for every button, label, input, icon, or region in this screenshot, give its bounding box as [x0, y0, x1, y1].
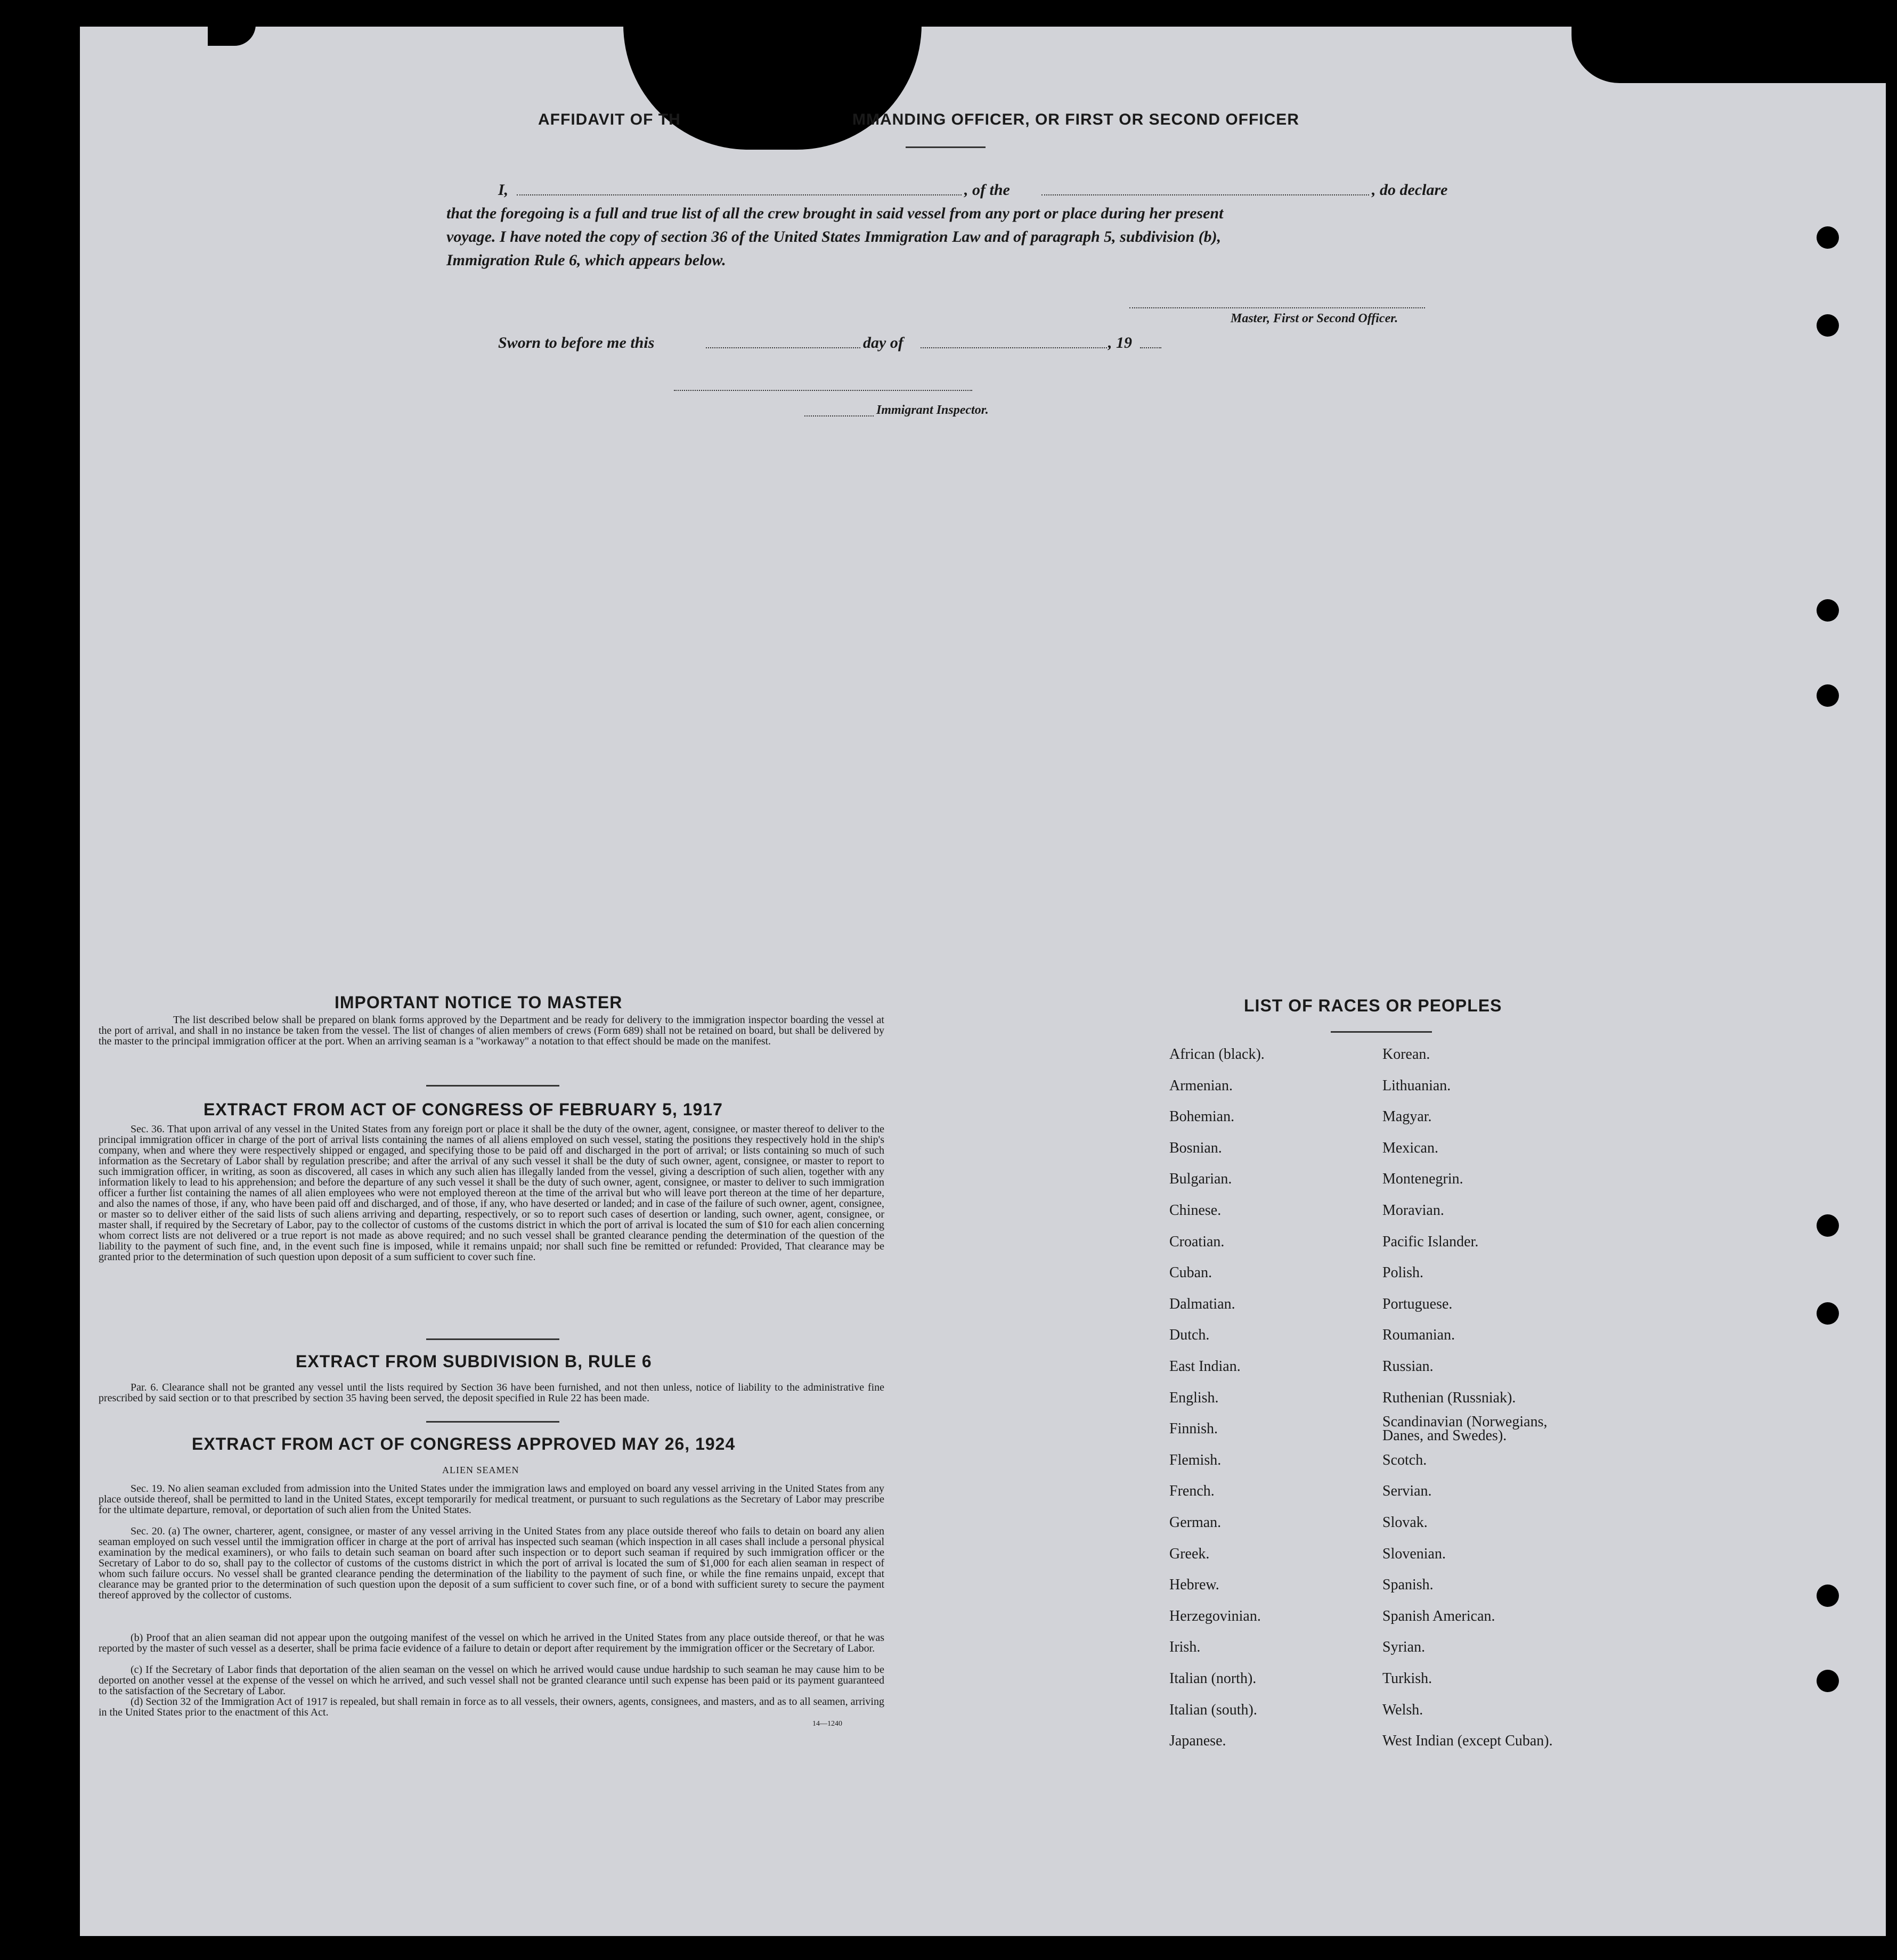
- of-the-label: , of the: [964, 181, 1010, 199]
- race-item: East Indian.: [1169, 1358, 1241, 1375]
- race-item: English.: [1169, 1389, 1219, 1406]
- race-item: Bulgarian.: [1169, 1171, 1232, 1188]
- inspector-lead-line: [804, 415, 874, 416]
- notice-text: The list described below shall be prepared on blank forms approved by the Department and be ready for delivery to the immigration inspector boarding the vessel at the port of arrival, and shall in no instance be taken from the vessel. The list of changes of alien members of crews (Form 689) shall not be retained on board, but shall be delivered by the master to the principal immigration officer at the port. When an arriving seaman is a "workaway" a notation to that effect should be made on the manifest.: [99, 1014, 884, 1047]
- punch-hole: [1817, 1585, 1839, 1607]
- race-item: Japanese.: [1169, 1733, 1226, 1750]
- race-item: Lithuanian.: [1382, 1077, 1451, 1094]
- affidavit-title-left: AFFIDAVIT OF TH: [538, 111, 681, 128]
- affidavit-line: voyage. I have noted the copy of section 36 of the United States Immigration Law and of paragraph 5, subdivision (b),: [446, 228, 1222, 246]
- declarant-label: I,: [498, 181, 509, 199]
- punch-hole: [1817, 684, 1839, 707]
- race-item: Welsh.: [1382, 1701, 1423, 1718]
- race-item: Slovenian.: [1382, 1545, 1446, 1562]
- punch-hole: [1817, 1670, 1839, 1692]
- race-item: French.: [1169, 1483, 1215, 1500]
- race-item: Armenian.: [1169, 1077, 1233, 1094]
- master-signature-field[interactable]: [1129, 307, 1425, 308]
- race-item: Turkish.: [1382, 1670, 1432, 1687]
- race-item: Ruthenian (Russniak).: [1382, 1389, 1516, 1406]
- race-item: Pacific Islander.: [1382, 1233, 1479, 1250]
- punch-hole: [1817, 599, 1839, 622]
- divider: [426, 1338, 559, 1340]
- form-number: 14—1240: [812, 1720, 842, 1728]
- race-item: Roumanian.: [1382, 1327, 1455, 1344]
- declare-label: , do declare: [1372, 181, 1448, 199]
- race-item: Finnish.: [1169, 1420, 1218, 1438]
- race-item: Bosnian.: [1169, 1139, 1222, 1156]
- race-item: West Indian (except Cuban).: [1382, 1733, 1553, 1750]
- extract-1924-title: EXTRACT FROM ACT OF CONGRESS APPROVED MAY 26, 1924: [192, 1434, 736, 1453]
- sec20a-text: Sec. 20. (a) The owner, charterer, agent, consignee, or master of any vessel arriving in the United States from any place outside thereof who fails to detain on board any alien seaman employed on such vessel until the immigration officer in charge at the port of arrival has inspected such seaman (which inspection in all cases shall include a personal physical examination by the medical examiners), or who fails to detain such seaman on board after such inspection or to deport such seaman if required by such immigration officer or the Secretary of Labor to do so, shall pay to the collector of customs of the customs district in which the port of arrival is located the sum of $1,000 for each alien seaman in respect of whom such failure occurs. No vessel shall be granted clearance pending the determination of the liability to the payment of such fine, or while the fine remains unpaid, except that clearance may be granted prior to the determination of such question upon the deposit of a sum sufficient to cover such fine, or of a bond with sufficient surety to secure the payment thereof approved by the collector of customs.: [99, 1525, 884, 1601]
- punch-hole: [1817, 226, 1839, 249]
- affidavit-title-right: MMANDING OFFICER, OR FIRST OR SECOND OFFICER: [852, 111, 1299, 128]
- divider: [426, 1085, 559, 1087]
- alien-seamen-subtitle: ALIEN SEAMEN: [442, 1465, 519, 1475]
- master-signature-label: Master, First or Second Officer.: [1231, 312, 1398, 325]
- race-item: Hebrew.: [1169, 1577, 1219, 1594]
- torn-edge-left: [208, 24, 256, 46]
- extract-rule6-text: Par. 6. Clearance shall not be granted any vessel until the lists required by Section 36 have been furnished, and not then unless, notice of liability to the administrative fine prescribed by said section or to that prescribed by section 35 having been served, the deposit specified in Rule 22 has been made.: [99, 1382, 884, 1404]
- torn-notch-center: [623, 24, 922, 150]
- declarant-name-field[interactable]: [517, 194, 962, 195]
- race-item: Polish.: [1382, 1264, 1424, 1281]
- extract-rule6-title: EXTRACT FROM SUBDIVISION B, RULE 6: [296, 1352, 652, 1371]
- race-item: Cuban.: [1169, 1264, 1212, 1281]
- race-item: Mexican.: [1382, 1139, 1438, 1156]
- sworn-label: Sworn to before me this: [498, 334, 655, 352]
- sworn-year-field[interactable]: [1140, 347, 1161, 348]
- inspector-signature-field[interactable]: [674, 390, 972, 391]
- races-title: LIST OF RACES OR PEOPLES: [1244, 996, 1502, 1015]
- race-item: Italian (south).: [1169, 1701, 1257, 1718]
- race-item: Montenegrin.: [1382, 1171, 1463, 1188]
- punch-hole: [1817, 1302, 1839, 1325]
- race-item: Slovak.: [1382, 1514, 1428, 1531]
- year-label: , 19: [1108, 334, 1132, 352]
- race-item: Russian.: [1382, 1358, 1434, 1375]
- torn-edge-right: [1572, 24, 1886, 83]
- divider: [1331, 1031, 1432, 1033]
- race-item: Korean.: [1382, 1046, 1430, 1063]
- punch-hole: [1817, 1214, 1839, 1237]
- extract-1917-title: EXTRACT FROM ACT OF CONGRESS OF FEBRUARY 5, 1917: [203, 1100, 723, 1119]
- race-item: Italian (north).: [1169, 1670, 1257, 1687]
- sworn-day-field[interactable]: [706, 347, 860, 348]
- affidavit-line: Immigration Rule 6, which appears below.: [446, 251, 726, 269]
- race-item: Syrian.: [1382, 1639, 1426, 1656]
- race-item: Spanish.: [1382, 1577, 1434, 1594]
- race-item: Scandinavian (Norwegians, Danes, and Swedes).: [1382, 1414, 1548, 1444]
- race-item: Magyar.: [1382, 1108, 1432, 1125]
- divider: [426, 1421, 559, 1423]
- sec20b-text: (b) Proof that an alien seaman did not appear upon the outgoing manifest of the vessel on which he arrived in the United States from any place outside thereof, or that he was reported by the master of such vessel as a deserter, shall be prima facie evidence of a failure to detain or deport after requirement by the immigration officer or the Secretary of Labor.: [99, 1632, 884, 1654]
- divider: [906, 146, 986, 148]
- affidavit-line: that the foregoing is a full and true list of all the crew brought in said vessel from any port or place during her present: [446, 205, 1224, 222]
- race-item: German.: [1169, 1514, 1222, 1531]
- day-of-label: day of: [863, 334, 903, 352]
- sec20c-text: (c) If the Secretary of Labor finds that deportation of the alien seaman on the vessel on which he arrived would cause undue hardship to such seaman he may cause him to be deported on another vessel at the expense of the vessel on which he arrived, and such vessel shall not be granted clearance until such expense has been paid or its payment guaranteed to the satisfaction of the Secretary of Labor.: [99, 1664, 884, 1697]
- race-item: Chinese.: [1169, 1202, 1222, 1219]
- sec19-text: Sec. 19. No alien seaman excluded from admission into the United States under the immigration laws and employed on board any vessel arriving in the United States from any place outside thereof, shall be permitted to land in the United States, except temporarily for medical treatment, or pursuant to such regulations as the Secretary of Labor may prescribe for the ultimate departure, removal, or deportation of such alien from the United States.: [99, 1483, 884, 1516]
- race-item: Irish.: [1169, 1639, 1201, 1656]
- race-item: Moravian.: [1382, 1202, 1444, 1219]
- inspector-label: Immigrant Inspector.: [876, 403, 989, 417]
- punch-hole: [1817, 314, 1839, 337]
- race-item: Croatian.: [1169, 1233, 1225, 1250]
- race-item: Greek.: [1169, 1545, 1210, 1562]
- race-item: Portuguese.: [1382, 1295, 1453, 1312]
- race-item: Dalmatian.: [1169, 1295, 1235, 1312]
- race-item: Scotch.: [1382, 1451, 1427, 1468]
- race-item: African (black).: [1169, 1046, 1265, 1063]
- sec20d-text: (d) Section 32 of the Immigration Act of 1917 is repealed, but shall remain in force as to all vessels, their owners, agents, consignees, and masters, and as to all seamen, arriving in the United States prior to the enactment of this Act.: [99, 1696, 884, 1718]
- race-item: Spanish American.: [1382, 1607, 1495, 1624]
- race-item: Servian.: [1382, 1483, 1432, 1500]
- race-item: Herzegovinian.: [1169, 1607, 1261, 1624]
- race-item: Flemish.: [1169, 1451, 1222, 1468]
- sworn-month-field[interactable]: [921, 347, 1107, 348]
- notice-title: IMPORTANT NOTICE TO MASTER: [335, 993, 623, 1012]
- race-item: Bohemian.: [1169, 1108, 1235, 1125]
- extract-1917-text: Sec. 36. That upon arrival of any vessel in the United States from any foreign port or place it shall be the duty of the owner, agent, consignee, or master thereof to deliver to the principal immigration officer in charge of the port of arrival lists containing the names of all aliens employed on such vessel, stating the positions they respectively hold in the ship's company, when and where they were respectively shipped or engaged, and specifying those to be paid off and discharged in the port of arrival; or lists containing so much of such information as the Secretary of Labor shall by regulation prescribe; and after the arrival of any such vessel it shall be the duty of such owner, agent, consignee, or master to report to such immigration officer, in writing, as soon as discovered, all cases in which any such alien has illegally landed from the vessel, giving a description of such alien, together with any information likely to lead to his apprehension; and before the departure of any such vessel it shall be the duty of such owner, agent, consignee, or master to deliver to such immigration officer a further list containing the names of all alien employees who were not employed thereon at the time of the arrival but who will leave port thereon at the time of her departure, and also the names of those, if any, who have been paid off and discharged, and of those, if any, who have deserted or landed; and in case of the failure of such owner, agent, consignee, or master so to deliver either of the said lists of such aliens arriving and departing, respectively, or so to report such cases of desertion or landing, such owner, agent, consignee, or master shall, if required by the Secretary of Labor, pay to the collector of customs of the customs district in which the port of arrival is located the sum of $10 for each alien concerning whom correct lists are not delivered or a true report is not made as above required; and no such vessel shall be granted clearance pending the determination of the question of the liability to the payment of such fine, and, in the event such fine is imposed, while it remains unpaid; nor shall such fine be remitted or refunded: Provided, That clearance may be granted prior to the determination of such question upon deposit of a sum sufficient to cover such fine.: [99, 1123, 884, 1263]
- race-item: Dutch.: [1169, 1327, 1210, 1344]
- rank-field[interactable]: [1041, 194, 1369, 195]
